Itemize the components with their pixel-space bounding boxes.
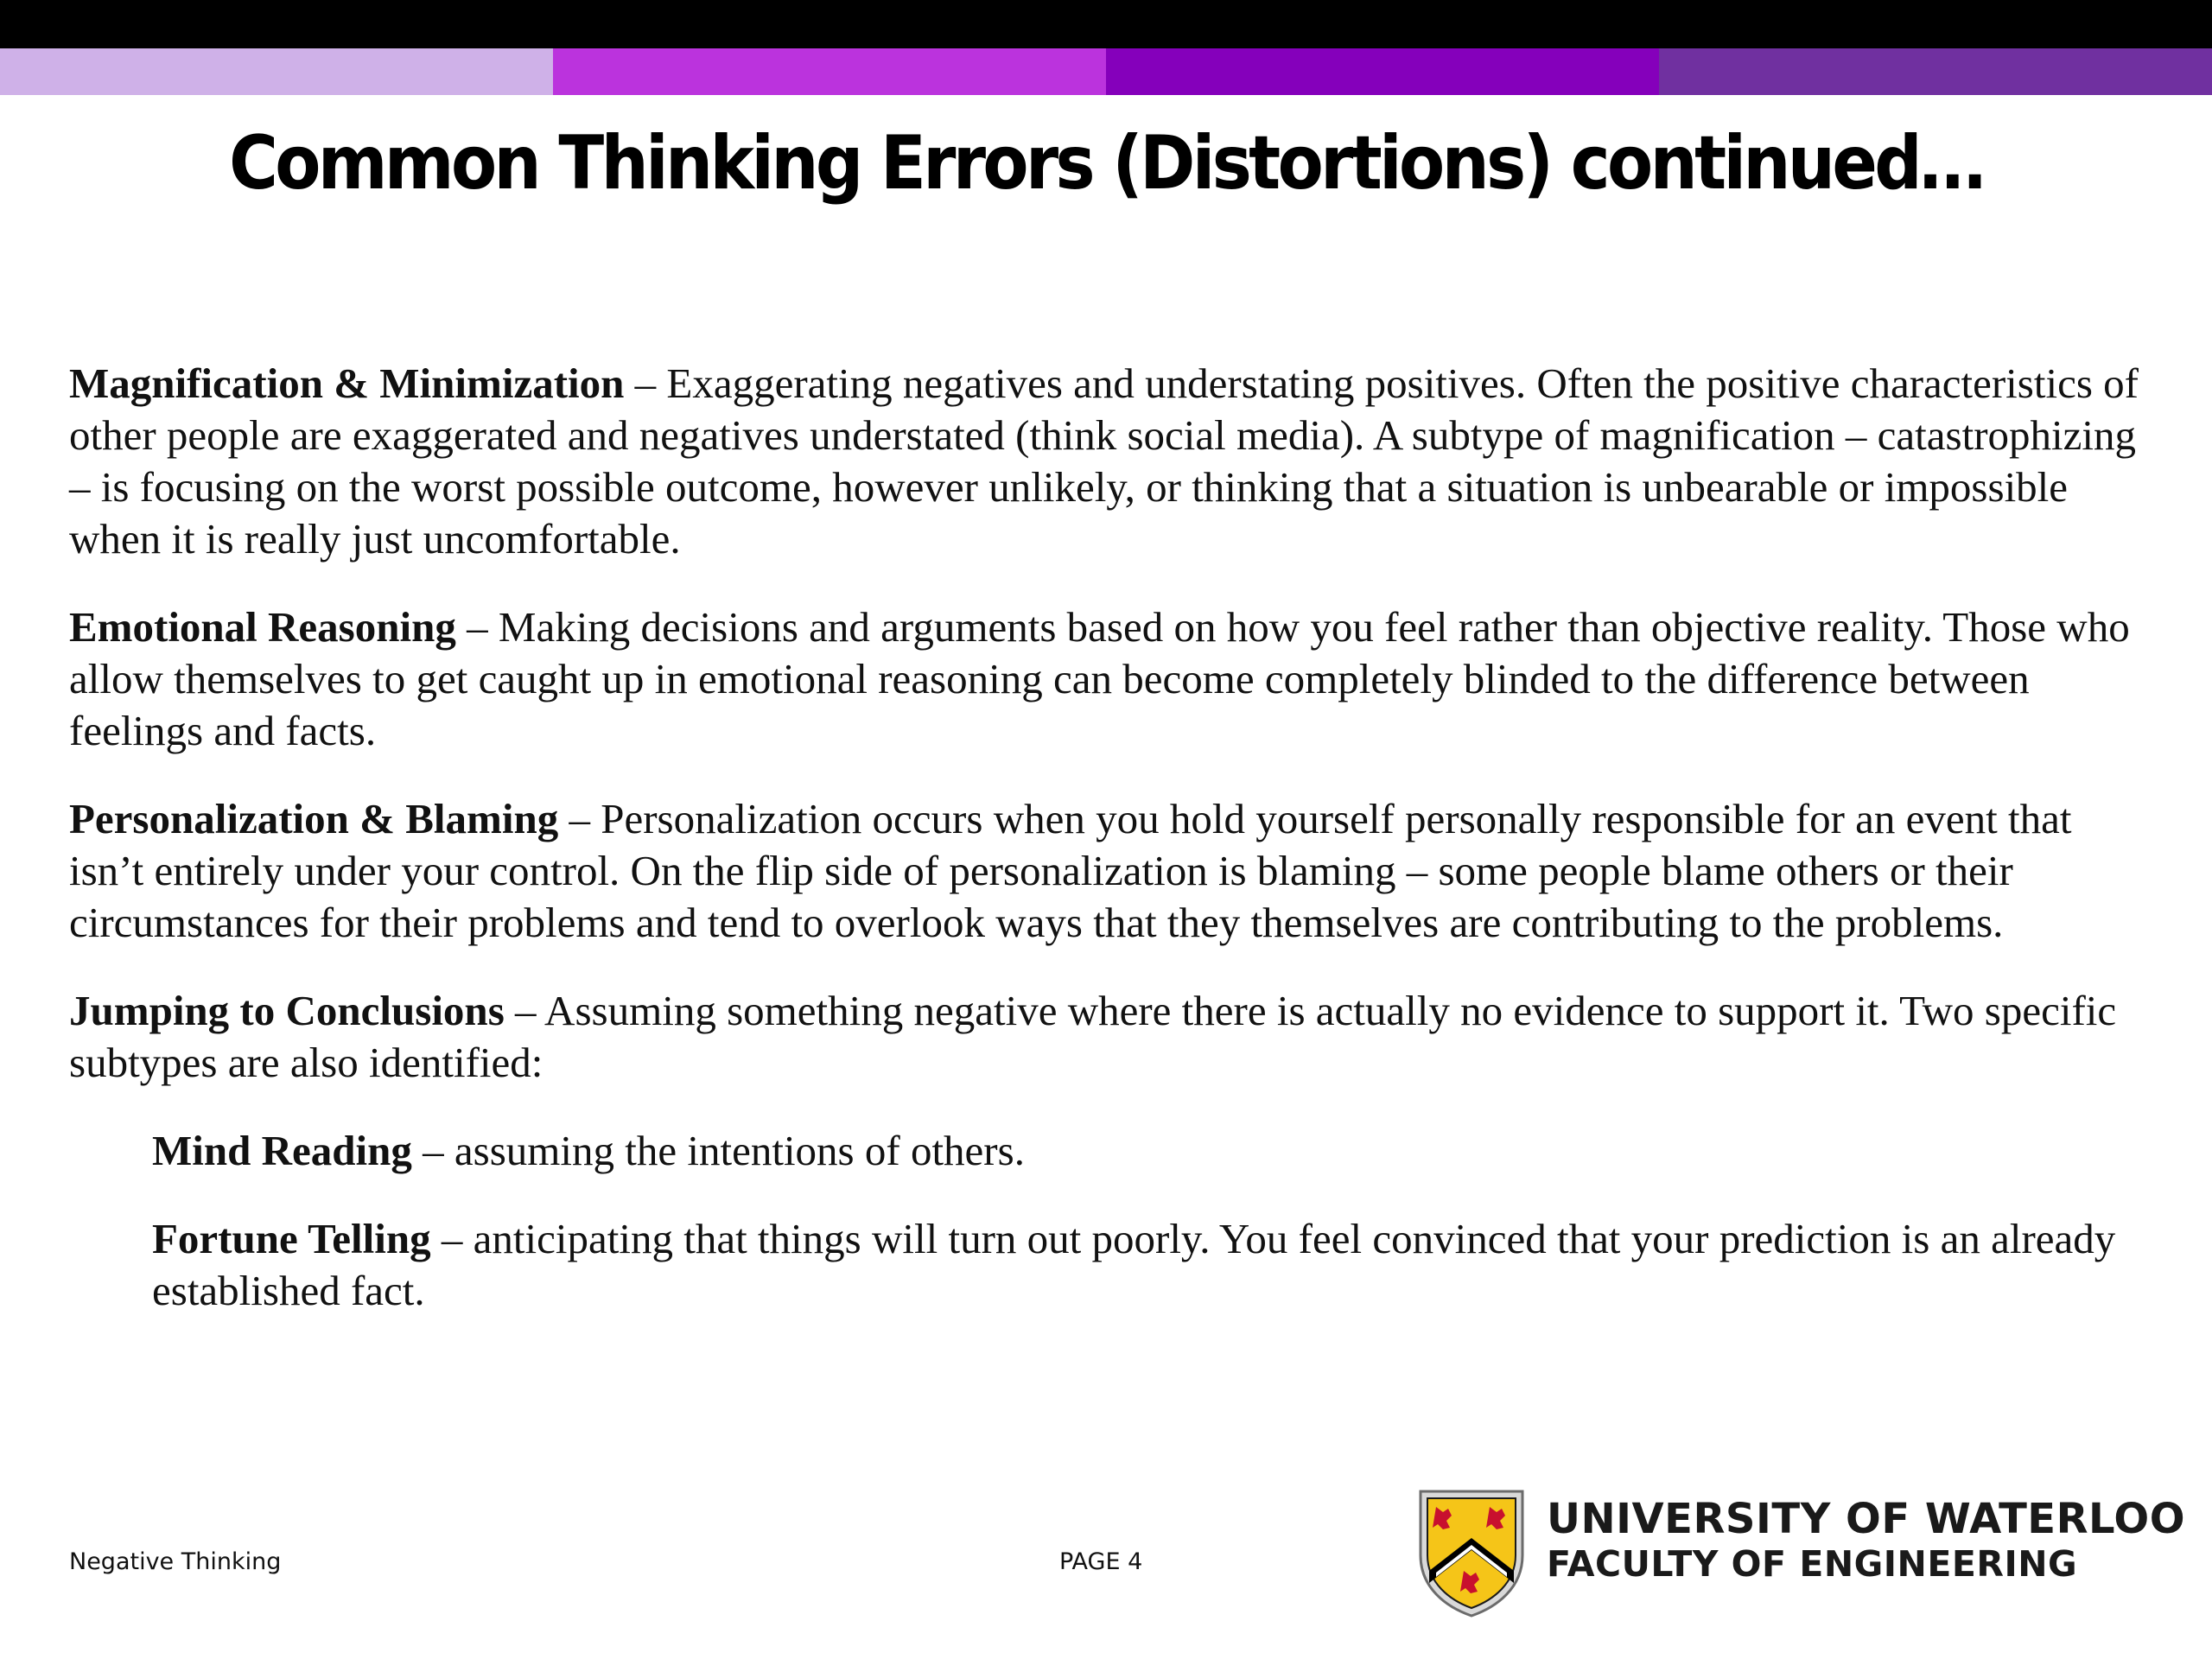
definition-magnification: – Exaggerating negatives and understating positives. Often the positive characteristics of other people are exaggerated and negatives understated (think social media). A subtype of magnification – catastrophizing – is focusing on the worst possible outcome, however unlikely, or thinking that a situation is unbearable or impossible when it is really just uncomfortable.: [69, 359, 2139, 563]
paragraph-jumping-to-conclusions: [69, 985, 2152, 1089]
term-mind-reading: Mind Reading: [152, 1127, 412, 1174]
color-bar-segment-4: [1659, 48, 2212, 95]
term-personalization: Personalization & Blaming: [69, 795, 559, 842]
color-bar-segment-3: [1106, 48, 1659, 95]
term-magnification: Magnification & Minimization: [69, 359, 625, 407]
footer-page-number: PAGE 4: [1059, 1548, 1143, 1575]
logo-faculty-name: FACULTY OF ENGINEERING: [1547, 1543, 2078, 1585]
top-black-band: [0, 0, 2212, 48]
term-fortune-telling: Fortune Telling: [152, 1215, 431, 1262]
header-color-bar: [0, 48, 2212, 95]
color-bar-segment-1: [0, 48, 553, 95]
footer-topic: Negative Thinking: [69, 1548, 282, 1575]
university-logo: [1417, 1488, 2186, 1618]
definition-mind-reading: – assuming the intentions of others.: [411, 1127, 1025, 1174]
paragraph-magnification: [69, 358, 2152, 565]
term-jumping-to-conclusions: Jumping to Conclusions: [69, 987, 505, 1034]
slide-content: [69, 358, 2152, 1353]
definition-personalization: – Personalization occurs when you hold yourself personally responsible for an event that isn’t entirely under your control. On the flip side of personalization is blaming – some people blame others or their circumstances for their problems and tend to overlook ways that they themselves are contributing to the problems.: [69, 795, 2072, 946]
logo-university-name: UNIVERSITY OF WATERLOO: [1547, 1495, 2186, 1543]
term-emotional-reasoning: Emotional Reasoning: [69, 603, 456, 651]
definition-jumping-to-conclusions: – Assuming something negative where there is actually no evidence to support it. Two specific subtypes are also identified:: [69, 987, 2117, 1086]
paragraph-emotional-reasoning: [69, 601, 2152, 757]
university-crest-icon: [1417, 1488, 1526, 1618]
paragraph-personalization: [69, 793, 2152, 949]
paragraph-mind-reading: [152, 1125, 2152, 1177]
slide-title: Common Thinking Errors (Distortions) continued…: [229, 120, 1983, 207]
definition-fortune-telling: – anticipating that things will turn out poorly. You feel convinced that your prediction is an already established fact.: [152, 1215, 2116, 1314]
paragraph-fortune-telling: [152, 1213, 2152, 1317]
color-bar-segment-2: [553, 48, 1106, 95]
definition-emotional-reasoning: – Making decisions and arguments based on how you feel rather than objective reality. Those who allow themselves to get caught up in emotional reasoning can become completely blinded to the difference between feelings and facts.: [69, 603, 2130, 754]
